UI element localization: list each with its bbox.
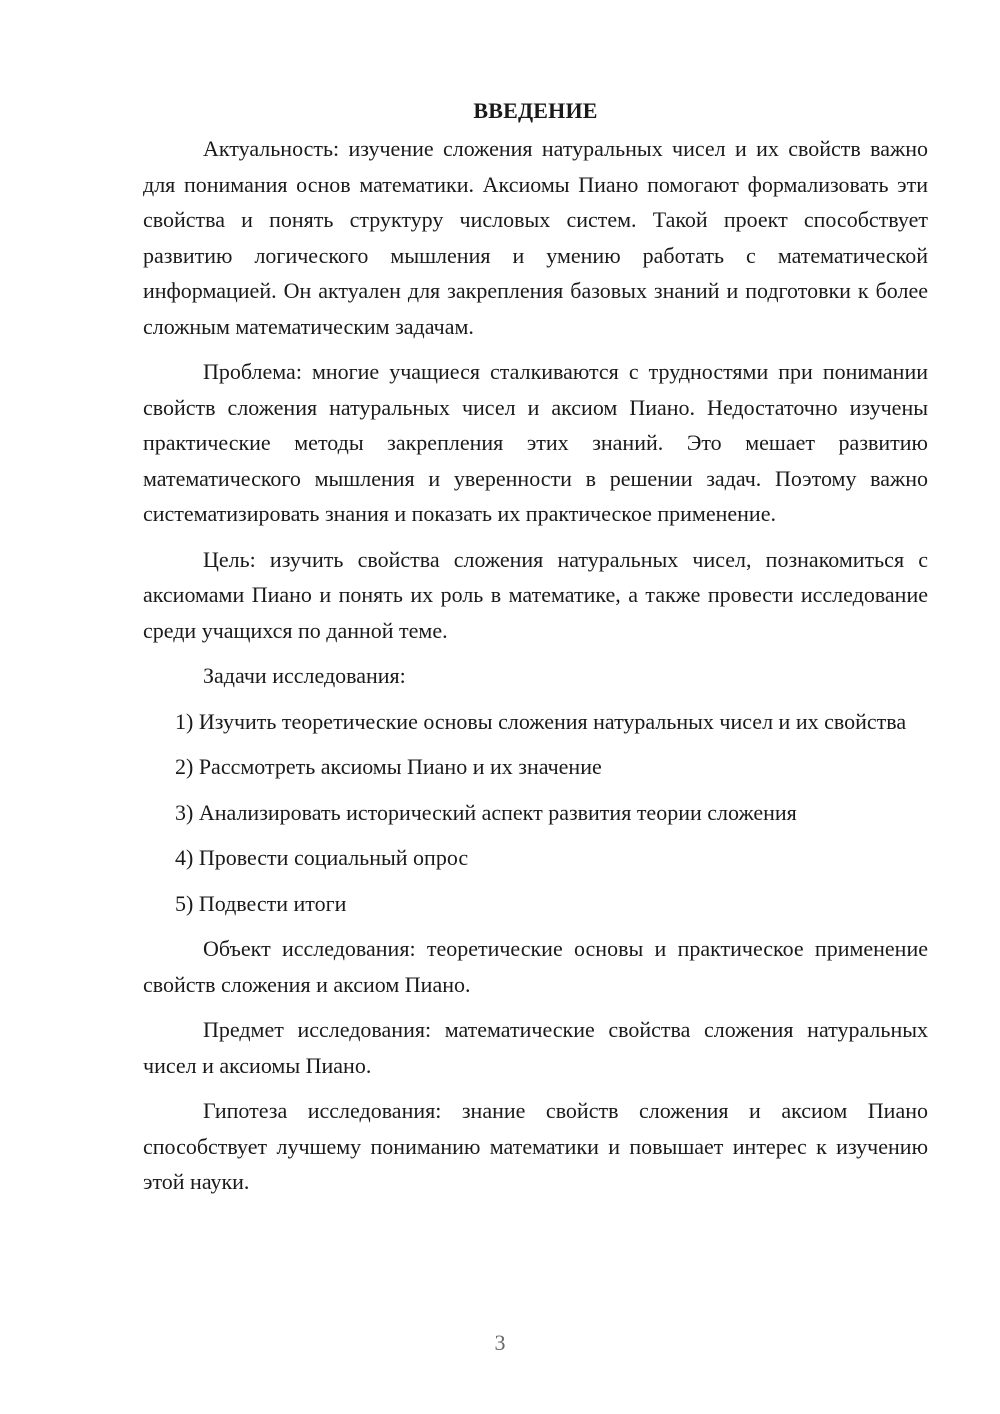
goal-paragraph: Цель: изучить свойства сложения натуральных чисел, познакомиться с аксиомами Пиано и понять их роль в математике, а также провести исследование среди учащихся по данной теме. xyxy=(143,546,928,643)
relevance-paragraph: Актуальность: изучение сложения натуральных чисел и их свойств важно для понимания основ математики. Аксиомы Пиано помогают формализовать эти свойства и понять структуру числовых систем. Такой проект способствует развитию логического мышления и умению работать с математической информацией. Он актуален для закрепления базовых знаний и подготовки к более сложным математическим задачам. xyxy=(143,136,928,339)
page-content xyxy=(143,92,928,1210)
task-item: 3) Анализировать исторический аспект развития теории сложения xyxy=(175,799,797,825)
section-title: ВВЕДЕНИЕ xyxy=(473,98,598,123)
problem-paragraph: Проблема: многие учащиеся сталкиваются с трудностями при понимании свойств сложения натуральных чисел и аксиом Пиано. Недостаточно изучены практические методы закрепления этих знаний. Это мешает развитию математического мышления и уверенности в решении задач. Поэтому важно систематизировать знания и показать их практическое применение. xyxy=(143,359,928,526)
task-item: 4) Провести социальный опрос xyxy=(175,845,469,870)
page-number: 3 xyxy=(494,1330,506,1355)
tasks-list xyxy=(143,704,928,922)
task-item: 5) Подвести итоги xyxy=(175,890,347,916)
hypothesis-paragraph: Гипотеза исследования: знание свойств сложения и аксиом Пиано способствует лучшему пониманию математики и повышает интерес к изучению этой науки. xyxy=(143,1098,928,1194)
tasks-heading: Задачи исследования: xyxy=(203,663,406,688)
subject-paragraph: Предмет исследования: математические свойства сложения натуральных чисел и аксиомы Пиано. xyxy=(143,1017,928,1078)
task-item: 1) Изучить теоретические основы сложения натуральных чисел и их свойства xyxy=(175,708,907,734)
object-paragraph: Объект исследования: теоретические основы и практическое применение свойств сложения и аксиом Пиано. xyxy=(143,936,928,997)
task-item: 2) Рассмотреть аксиомы Пиано и их значение xyxy=(175,754,602,779)
